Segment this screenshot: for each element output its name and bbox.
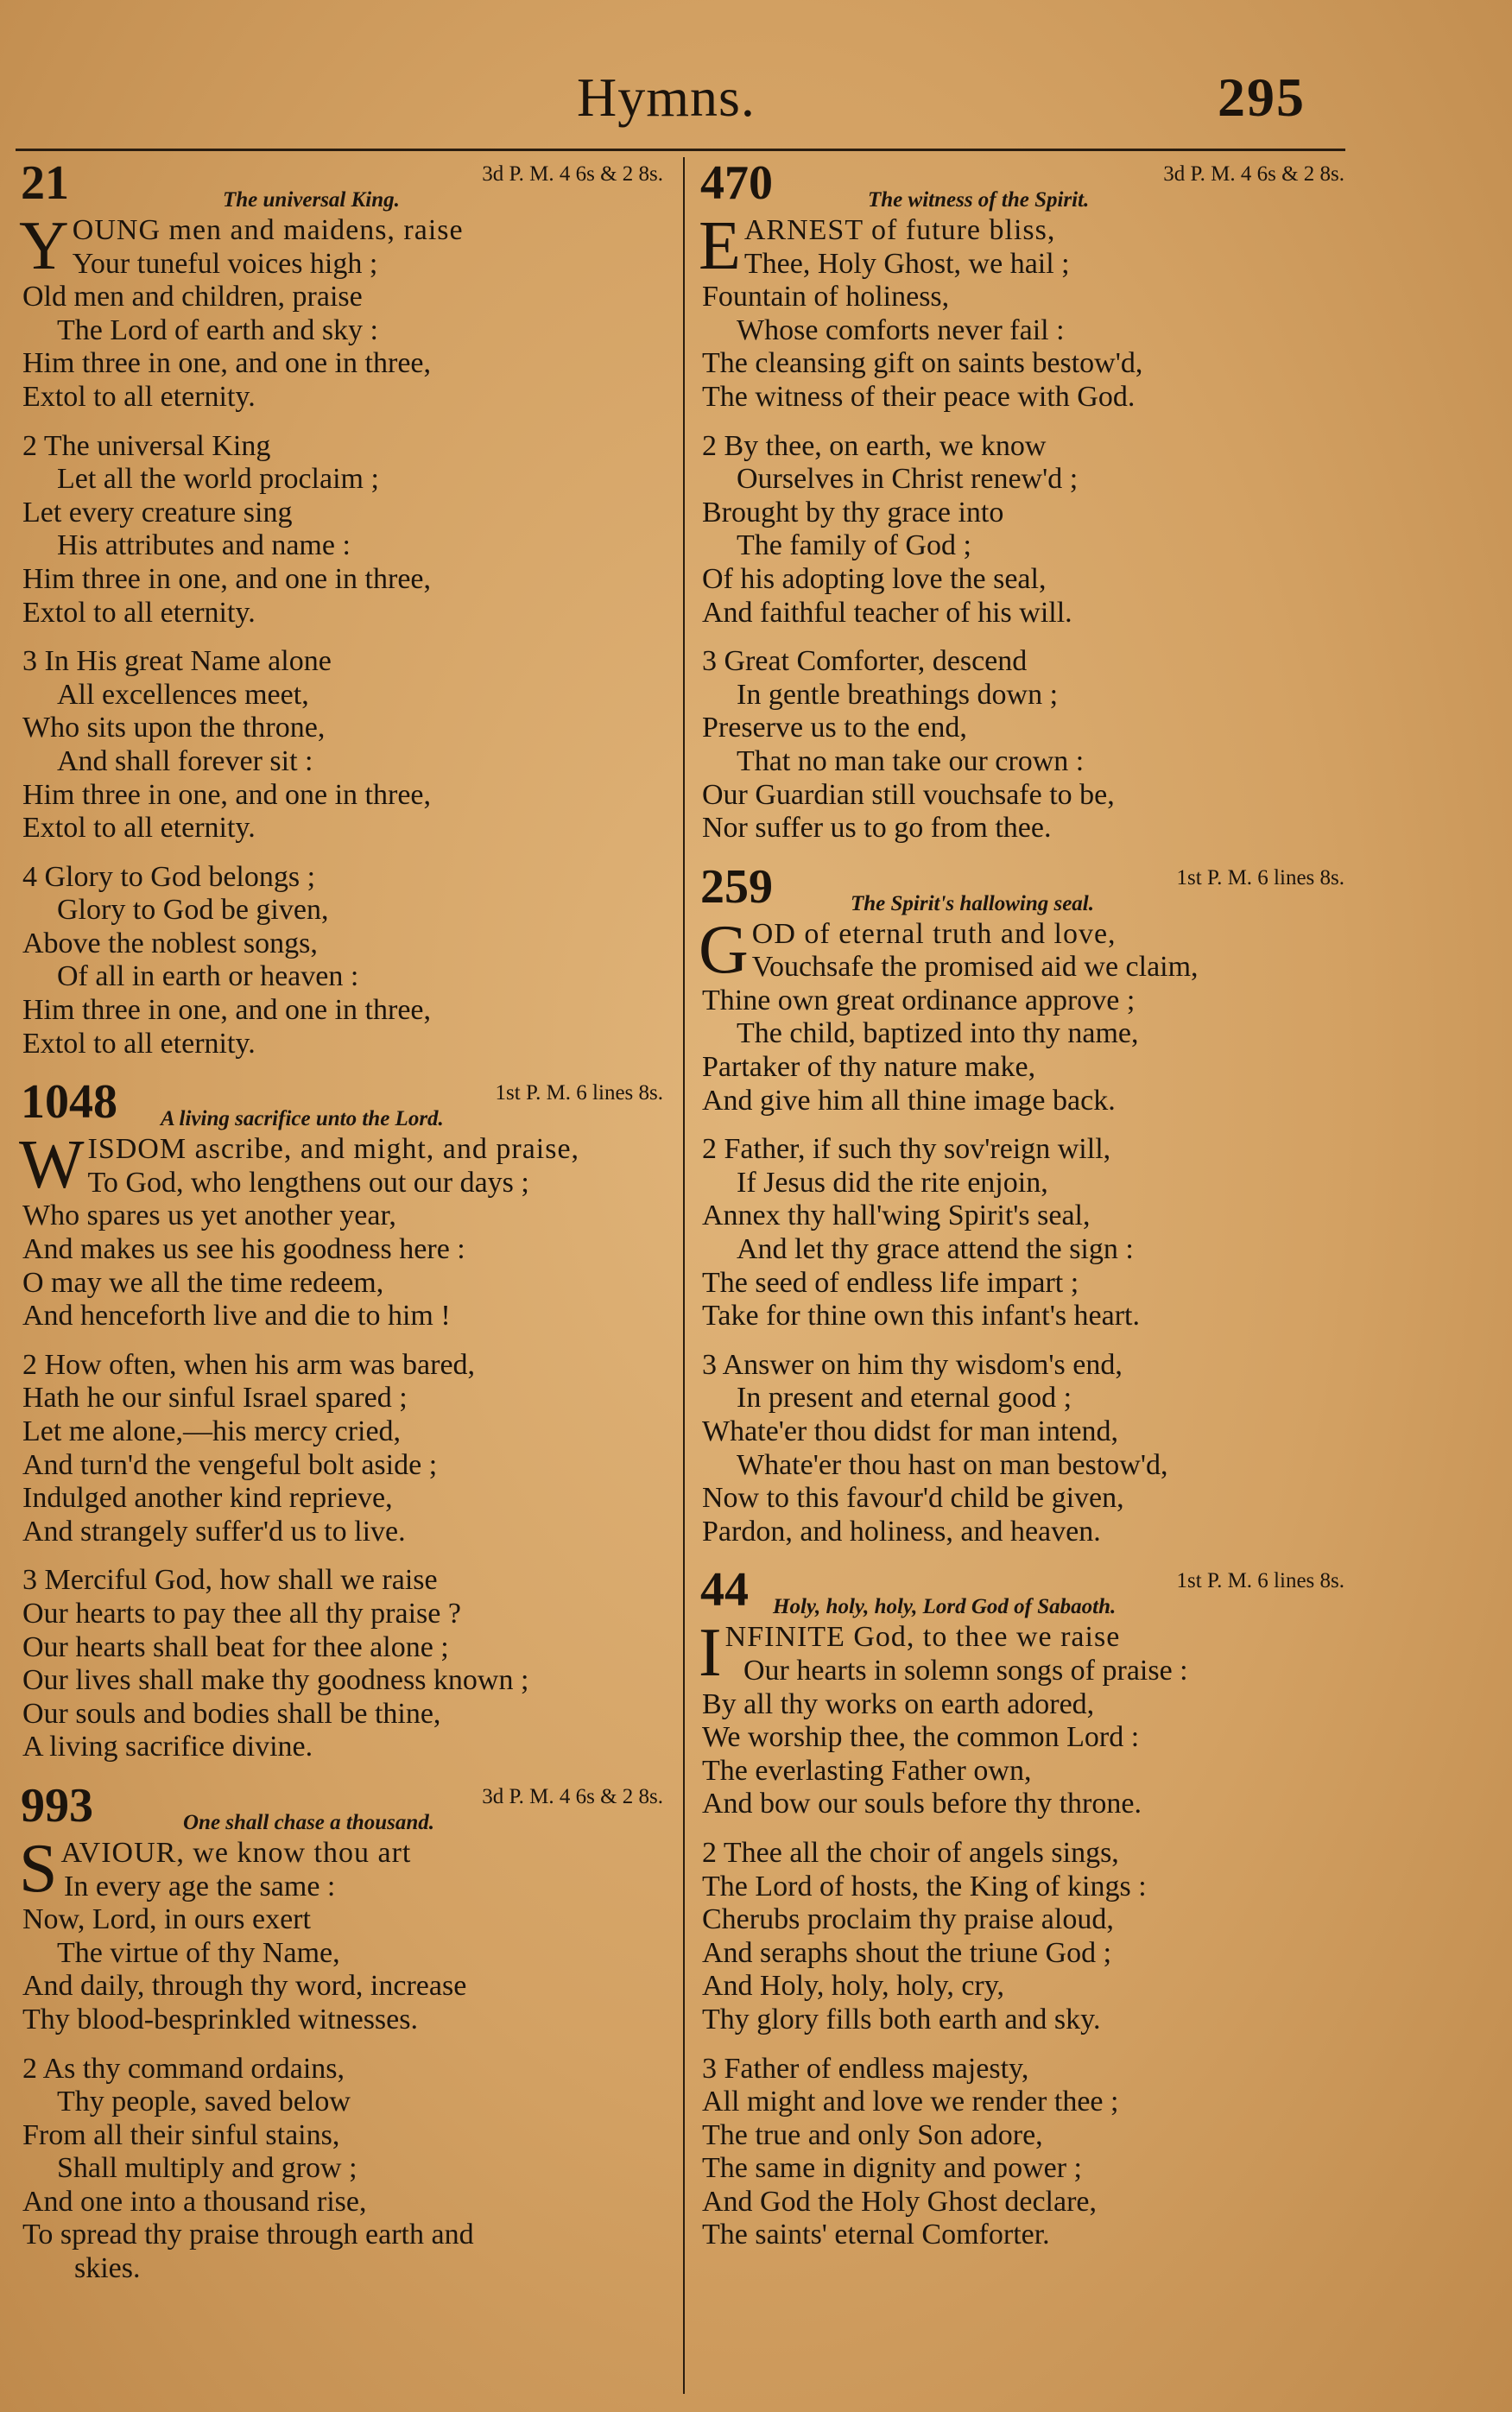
verse-line: Ourselves in Christ renew'd ; [737,463,1079,496]
verse-line-text: ISDOM ascribe, and might, and praise, [87,1133,580,1166]
verse-line: 2 Father, if such thy sov'reign will, [702,1133,1111,1166]
verse-line: Shall multiply and grow ; [57,2152,357,2185]
verse-line-text: NFINITE God, to thee we raise [724,1621,1121,1654]
verse-line: Whate'er thou didst for man intend, [702,1415,1118,1447]
drop-cap: W [19,1127,85,1204]
hymn [695,1564,1353,2252]
verse-line: And Holy, holy, holy, cry, [702,1970,1005,2003]
verse-line: Our hearts to pay thee all thy praise ? [22,1597,461,1630]
hymn-subtitle: The Spirit's hallowing seal. [851,891,1095,915]
verse-line: Whate'er thou hast on man bestow'd, [737,1448,1168,1481]
right-column [695,157,1353,2268]
drop-cap: Y [19,208,69,284]
verse-line: All excellences meet, [57,678,309,711]
verse-line: The child, baptized into thy name, [737,1017,1139,1050]
verse-line-text: OD of eternal truth and love, [751,917,1117,950]
verse-line: A living sacrifice divine. [22,1731,313,1763]
hymn-subtitle: The witness of the Spirit. [868,188,1090,212]
verse-line: Nor suffer us to go from thee. [702,812,1052,845]
verse-line: O may we all the time redeem, [22,1266,384,1299]
verse-line: 3 Answer on him thy wisdom's end, [702,1348,1123,1381]
hymn-meter: 3d P. M. 4 6s & 2 8s. [482,162,663,186]
verse-line: In present and eternal good ; [737,1382,1072,1415]
verse-line-text: ARNEST of future bliss, [743,214,1056,246]
verse-line: And give him all thine image back. [702,1084,1116,1117]
verse-line: Hath he our sinful Israel spared ; [22,1382,408,1415]
hymn-number: 470 [700,156,773,210]
verse-line: Let me alone,—his mercy cried, [22,1415,402,1447]
stanza [695,430,1353,630]
verse-line: Take for thine own this infant's heart. [702,1300,1140,1333]
verse-line: Who spares us yet another year, [22,1200,396,1232]
verse-line: Who sits upon the throne, [22,712,326,744]
verse-line: Thy glory fills both earth and sky. [702,2003,1101,2035]
verse-line: And let thy grace attend the sign : [737,1233,1134,1266]
verse-line: Our hearts in solemn songs of praise : [743,1654,1188,1687]
stanza [16,1830,672,2037]
verse-line: Whose comforts never fail : [737,313,1065,346]
page-number: 295 [1218,66,1306,128]
verse-line: The Lord of earth and sky : [57,313,378,346]
verse-line: And God the Holy Ghost declare, [702,2185,1098,2218]
stanza [695,2053,1353,2253]
verse-line: The seed of endless life impart ; [702,1266,1079,1299]
verse-line: Him three in one, and one in three, [22,994,432,1027]
verse-line: And seraphs shout the triune God ; [702,1936,1112,1969]
verse-line: 2 By thee, on earth, we know [702,429,1047,462]
hymn-number: 1048 [21,1075,117,1130]
verse-line: Cherubs proclaim thy praise aloud, [702,1903,1114,1936]
verse-line: Now to this favour'd child be given, [702,1482,1124,1515]
verse-line: The true and only Son adore, [702,2118,1043,2151]
verse-line: And one into a thousand rise, [22,2185,367,2218]
verse-line: The same in dignity and power ; [702,2152,1083,2185]
verse-line: Extol to all eternity. [22,596,256,629]
verse-line: All might and love we render thee ; [702,2086,1119,2118]
verse-line: Fountain of holiness, [702,281,950,313]
column-divider [683,157,685,2394]
hymn [695,861,1353,1549]
verse-line: Our Guardian still vouchsafe to be, [702,778,1115,811]
verse-line: Our souls and bodies shall be thine, [22,1697,441,1730]
verse-line: skies. [74,2252,141,2285]
verse-line: 2 The universal King [22,429,271,462]
verse-line: Of his adopting love the seal, [702,562,1047,595]
hymn [16,1780,672,2286]
verse-line: Extol to all eternity. [22,812,256,845]
hymn-meter: 3d P. M. 4 6s & 2 8s. [482,1784,663,1808]
verse-line: And henceforth live and die to him ! [22,1300,451,1333]
drop-cap: I [699,1615,722,1692]
verse-line-text: AVIOUR, we know thou art [60,1836,412,1869]
verse-line: 2 As thy command ordains, [22,2052,345,2085]
verse-line: In every age the same : [64,1870,336,1902]
verse-line: In gentle breathings down ; [737,678,1059,711]
stanza [695,1349,1353,1549]
verse-line: Annex thy hall'wing Spirit's seal, [702,1200,1091,1232]
verse-line: And daily, through thy word, increase [22,1970,467,2003]
hymn-header [16,157,672,214]
hymn-meter: 3d P. M. 4 6s & 2 8s. [1163,162,1344,186]
hymn-header [695,1564,1353,1621]
verse-line: 3 In His great Name alone [22,645,332,678]
hymn-header [695,157,1353,214]
hymn-header [16,1076,672,1133]
left-column [16,157,672,2301]
hymn-number: 44 [700,1563,749,1617]
verse-line: The family of God ; [737,529,971,562]
verse-line: That no man take our crown : [737,744,1085,777]
verse-line: Thine own great ordinance approve ; [702,984,1136,1016]
stanza [16,1564,672,1764]
verse-line: Brought by thy grace into [702,496,1004,529]
verse-line: If Jesus did the rite enjoin, [737,1166,1048,1199]
verse-line: Of all in earth or heaven : [57,960,359,993]
verse-line: Preserve us to the end, [702,712,967,744]
verse-line: 2 Thee all the choir of angels sings, [702,1836,1119,1869]
verse-line: 3 Great Comforter, descend [702,645,1028,678]
verse-line: And bow our souls before thy throne. [702,1788,1142,1820]
verse-line: The cleansing gift on saints bestow'd, [702,347,1143,380]
header-rule [16,149,1345,151]
stanza [16,2053,672,2286]
verse-line: 2 How often, when his arm was bared, [22,1348,476,1381]
verse-line: Him three in one, and one in three, [22,562,432,595]
verse-line: 4 Glory to God belongs ; [22,860,316,893]
stanza [695,1615,1353,1821]
verse-line: 3 Merciful God, how shall we raise [22,1564,438,1597]
verse-line: Pardon, and holiness, and heaven. [702,1515,1101,1548]
stanza [16,430,672,630]
verse-line: By all thy works on earth adored, [702,1687,1095,1720]
hymn-header [16,1780,672,1837]
verse-line: Indulged another kind reprieve, [22,1482,393,1515]
stanza [695,208,1353,415]
verse-line: To God, who lengthens out our days ; [87,1166,529,1199]
verse-line: Your tuneful voices high ; [72,247,378,280]
drop-cap: G [699,911,749,988]
verse-line: The Lord of hosts, the King of kings : [702,1870,1147,1902]
verse-line: The virtue of thy Name, [57,1936,340,1969]
verse-line: Our hearts shall beat for thee alone ; [22,1630,449,1663]
stanza [16,1127,672,1333]
verse-line: Let every creature sing [22,496,293,529]
verse-line: Partaker of thy nature make, [702,1051,1036,1084]
verse-line: Thy blood-besprinkled witnesses. [22,2003,418,2035]
verse-line: Him three in one, and one in three, [22,778,432,811]
hymn-subtitle: Holy, holy, holy, Lord God of Sabaoth. [773,1595,1117,1619]
verse-line: Old men and children, praise [22,281,363,313]
verse-line: And shall forever sit : [57,744,313,777]
verse-line: We worship thee, the common Lord : [702,1721,1140,1754]
drop-cap: E [699,208,741,284]
verse-line: Him three in one, and one in three, [22,347,432,380]
stanza [16,1349,672,1549]
verse-line: Extol to all eternity. [22,1027,256,1060]
hymn-number: 259 [700,859,773,914]
verse-line: Thy people, saved below [57,2086,351,2118]
hymn-subtitle: The universal King. [223,188,400,212]
stanza [695,645,1353,845]
hymn-subtitle: A living sacrifice unto the Lord. [161,1107,444,1131]
stanza [16,208,672,415]
verse-line-text: OUNG men and maidens, raise [72,214,464,246]
stanza [695,1837,1353,2037]
verse-line: Vouchsafe the promised aid we claim, [751,951,1199,984]
verse-line: Above the noblest songs, [22,927,318,959]
stanza [695,911,1353,1118]
stanza [695,1133,1353,1333]
hymn [16,1076,672,1764]
verse-line: His attributes and name : [57,529,351,562]
verse-line: And makes us see his goodness here : [22,1233,465,1266]
verse-line: Let all the world proclaim ; [57,463,379,496]
verse-line: And turn'd the vengeful bolt aside ; [22,1448,438,1481]
verse-line: The everlasting Father own, [702,1754,1032,1787]
verse-line: To spread thy praise through earth and [22,2219,474,2251]
verse-line: Glory to God be given, [57,894,329,927]
verse-line: Our lives shall make thy goodness known ; [22,1664,529,1697]
hymn [16,157,672,1060]
verse-line: And faithful teacher of his will. [702,596,1072,629]
hymn-subtitle: One shall chase a thousand. [183,1810,435,1834]
hymn-number: 21 [21,156,69,210]
hymn-number: 993 [21,1778,93,1833]
hymn-meter: 1st P. M. 6 lines 8s. [495,1081,663,1105]
verse-line: The saints' eternal Comforter. [702,2219,1050,2251]
verse-line: 3 Father of endless majesty, [702,2052,1029,2085]
verse-line: The witness of their peace with God. [702,380,1136,413]
verse-line: Thee, Holy Ghost, we hail ; [743,247,1070,280]
verse-line: And strangely suffer'd us to live. [22,1515,406,1548]
hymn-meter: 1st P. M. 6 lines 8s. [1176,865,1344,889]
verse-line: Now, Lord, in ours exert [22,1903,311,1936]
stanza [16,861,672,1061]
hymn-meter: 1st P. M. 6 lines 8s. [1176,1569,1344,1593]
verse-line: Extol to all eternity. [22,380,256,413]
drop-cap: S [19,1830,58,1907]
verse-line: From all their sinful stains, [22,2118,340,2151]
hymn-header [695,861,1353,918]
hymn [695,157,1353,845]
stanza [16,645,672,845]
running-title: Hymns. [577,66,756,128]
